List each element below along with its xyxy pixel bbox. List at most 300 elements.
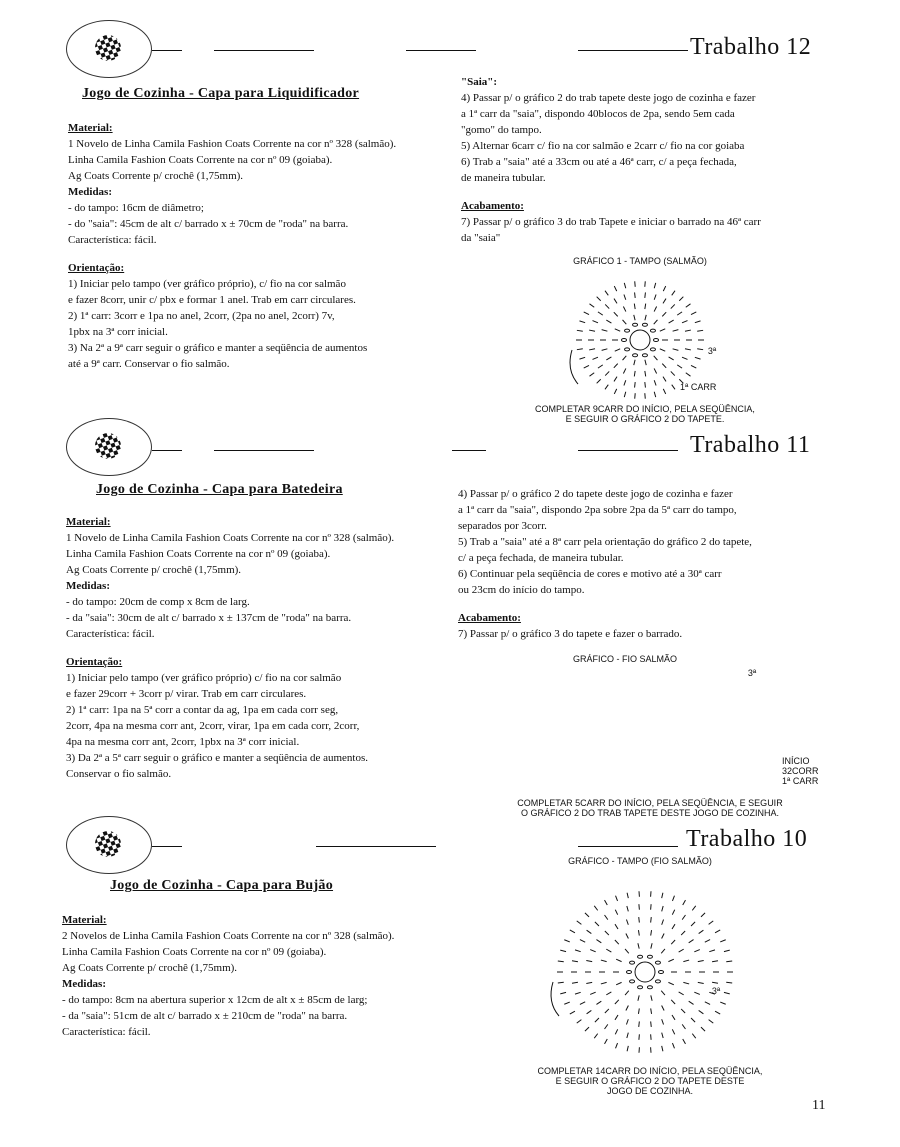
stitch-mark bbox=[662, 1019, 664, 1024]
chain-stitch bbox=[622, 339, 627, 342]
stitch-mark bbox=[662, 1005, 664, 1010]
stitch-mark bbox=[699, 930, 704, 933]
stitch-mark bbox=[709, 950, 715, 952]
stitch-mark bbox=[597, 297, 601, 301]
stitch-mark bbox=[682, 1024, 685, 1029]
text-line: Linha Camila Fashion Coats Corrente na cor nº 09 (goiaba). bbox=[62, 946, 327, 958]
stitch-mark bbox=[623, 307, 625, 312]
chain-stitch bbox=[625, 348, 630, 351]
stitch-mark bbox=[624, 380, 626, 385]
chart-row-label: 3ª bbox=[711, 986, 721, 996]
stitch-mark bbox=[682, 321, 687, 323]
stitch-mark bbox=[625, 949, 629, 953]
stitch-mark bbox=[615, 1015, 618, 1020]
chart-title: GRÁFICO - FIO SALMÃO bbox=[572, 654, 677, 664]
text-line: 5) Alternar 6carr c/ fio na cor salmão e 2carr c/ fio na cor goiaba bbox=[461, 140, 745, 152]
stitch-mark bbox=[577, 349, 583, 350]
text-line: - do "saia": 45cm de alt c/ barrado x ± 70cm de "roda" na barra. bbox=[68, 218, 349, 230]
stitch-mark bbox=[651, 1008, 652, 1013]
stitch-mark bbox=[683, 960, 689, 962]
text-line: 5) Trab a "saia" até a 8ª carr pela orientação do gráfico 2 do tapete, bbox=[458, 536, 752, 548]
stitch-mark bbox=[595, 1018, 599, 1022]
left-column-text bbox=[68, 120, 438, 372]
subheading: Medidas: bbox=[66, 580, 110, 592]
stitch-mark bbox=[698, 961, 704, 962]
stitch-mark bbox=[627, 1046, 628, 1051]
stitch-mark bbox=[654, 283, 655, 288]
stitch-mark bbox=[691, 365, 696, 368]
text-line: 1 Novelo de Linha Camila Fashion Coats Corrente na cor nº 328 (salmão). bbox=[68, 138, 397, 150]
stitch-mark bbox=[671, 304, 675, 308]
text-line: 7) Passar p/ o gráfico 3 do trab Tapete e iniciar o barrado na 46ª carr bbox=[461, 216, 761, 228]
subheading: Orientação: bbox=[66, 656, 123, 668]
stitch-mark bbox=[662, 920, 664, 925]
stitch-mark bbox=[572, 982, 578, 983]
stitch-mark bbox=[672, 910, 674, 915]
stitch-mark bbox=[564, 1002, 570, 1004]
stitch-mark bbox=[624, 283, 625, 288]
stitch-mark bbox=[615, 1029, 617, 1034]
chart-title: GRÁFICO 1 - TAMPO (SALMÃO) bbox=[573, 256, 707, 266]
text-line: 2corr, 4pa na mesma corr ant, 2corr, virar, 1pa em cada corr, 2corr, bbox=[66, 720, 360, 732]
stitch-mark bbox=[673, 330, 679, 332]
stitch-mark bbox=[661, 991, 665, 995]
center-ring bbox=[635, 962, 655, 982]
stitch-mark bbox=[662, 312, 666, 316]
stitch-mark bbox=[638, 930, 639, 935]
stitch-mark bbox=[651, 1021, 652, 1026]
stitch-mark bbox=[654, 307, 656, 312]
header-rule bbox=[406, 50, 476, 51]
stitch-mark bbox=[672, 291, 675, 296]
stitch-mark bbox=[709, 1020, 714, 1023]
stitch-mark bbox=[672, 385, 675, 390]
stitch-mark bbox=[673, 349, 679, 351]
stitch-mark bbox=[602, 349, 608, 351]
stitch-mark bbox=[614, 299, 617, 304]
caption-line: E SEGUIR O GRÁFICO 2 DO TAPETE DESTE bbox=[555, 1076, 745, 1086]
stitch-mark bbox=[709, 921, 714, 924]
stitch-mark bbox=[615, 329, 620, 331]
chart-start-label bbox=[782, 756, 828, 786]
stitch-mark bbox=[594, 906, 597, 911]
stitch-mark bbox=[605, 385, 608, 390]
stitch-mark bbox=[691, 922, 695, 926]
stitch-mark bbox=[679, 949, 684, 952]
stitch-mark bbox=[726, 961, 732, 962]
text-line: 1) Iniciar pelo tampo (ver gráfico próprio) c/ fio na cor salmão bbox=[66, 672, 342, 684]
stitch-mark bbox=[668, 982, 673, 984]
stitch-mark bbox=[671, 940, 675, 944]
stitch-mark bbox=[626, 1019, 628, 1024]
text-line: 2 Novelos de Linha Camila Fashion Coats Corrente na cor nº 328 (salmão). bbox=[62, 930, 395, 942]
text-line: a 1ª carr da "saia", dispondo 40blocos de 2pa, sendo 5em cada bbox=[461, 108, 735, 120]
stitch-mark bbox=[577, 330, 583, 331]
stitch-mark bbox=[712, 982, 718, 983]
stitch-mark bbox=[689, 1001, 694, 1004]
stitch-mark bbox=[597, 379, 601, 383]
stitch-mark bbox=[605, 304, 609, 308]
stitch-mark bbox=[614, 286, 616, 291]
stitch-mark bbox=[589, 330, 595, 331]
text-line: 1 Novelo de Linha Camila Fashion Coats Corrente na cor nº 328 (salmão). bbox=[66, 532, 395, 544]
stitch-mark bbox=[605, 915, 608, 920]
stitch-mark bbox=[654, 320, 658, 324]
text-line: até a 9ª carr. Conservar o fio salmão. bbox=[68, 358, 230, 370]
stitch-mark bbox=[645, 292, 646, 297]
stitch-mark bbox=[701, 913, 705, 917]
stitch-mark bbox=[615, 940, 619, 944]
chain-stitch bbox=[633, 354, 638, 357]
text-line: 2) 1ª carr: 1pa na 5ª corr a contar da ag, 1pa em cada corr seg, bbox=[66, 704, 339, 716]
chain-stitch bbox=[650, 329, 655, 332]
chain-stitch bbox=[654, 339, 659, 342]
header-rule bbox=[152, 450, 182, 451]
text-line: 4pa na mesma corr ant, 2corr, 1pbx na 3ª corr inicial. bbox=[66, 736, 300, 748]
text-line: Linha Camila Fashion Coats Corrente na cor nº 09 (goiaba). bbox=[66, 548, 331, 560]
direction-arrow bbox=[570, 350, 578, 384]
stitch-mark bbox=[654, 295, 656, 300]
stitch-mark bbox=[639, 917, 640, 922]
stitch-mark bbox=[681, 931, 685, 935]
stitch-mark bbox=[586, 961, 592, 962]
stitch-mark bbox=[662, 1046, 663, 1051]
stitch-mark bbox=[645, 304, 646, 309]
stitch-mark bbox=[585, 1027, 589, 1031]
stitch-mark bbox=[605, 1009, 609, 1013]
text-line: a 1ª carr da "saia", dispondo 2pa sobre 2pa da 5ª carr do tampo, bbox=[458, 504, 737, 516]
stitch-mark bbox=[579, 357, 585, 359]
stitch-mark bbox=[692, 1034, 695, 1039]
stitch-mark bbox=[685, 330, 691, 331]
stitch-mark bbox=[606, 357, 611, 360]
stitch-mark bbox=[585, 913, 589, 917]
stitch-mark bbox=[695, 357, 701, 359]
left-column-text bbox=[62, 912, 442, 1040]
stitch-mark bbox=[575, 992, 581, 994]
chain-stitch bbox=[655, 961, 660, 964]
section-title: Jogo de Cozinha - Capa para Bujão bbox=[110, 878, 334, 893]
text-line: - da "saia": 30cm de alt c/ barrado x ± 137cm de "roda" na barra. bbox=[66, 612, 352, 624]
stitch-mark bbox=[616, 896, 618, 901]
header-rule bbox=[152, 50, 182, 51]
stitch-mark bbox=[560, 950, 566, 951]
stitch-mark bbox=[651, 943, 652, 948]
text-line bbox=[458, 598, 838, 610]
stitch-mark bbox=[651, 930, 652, 935]
right-column-text bbox=[461, 74, 841, 246]
stitch-mark bbox=[634, 360, 635, 365]
trabalho-heading: Trabalho 11 bbox=[690, 432, 811, 458]
stitch-mark bbox=[663, 389, 665, 394]
logo-emblem bbox=[66, 816, 152, 874]
text-line: 2) 1ª carr: 3corr e 1pa no anel, 2corr, (2pa no anel, 2corr) 7v, bbox=[68, 310, 335, 322]
stitch-mark bbox=[584, 312, 589, 315]
stitch-mark bbox=[575, 950, 581, 952]
chart-title: GRÁFICO - TAMPO (FIO SALMÃO) bbox=[568, 856, 712, 866]
direction-arrow bbox=[551, 982, 559, 1016]
header-rule bbox=[152, 846, 182, 847]
stitch-mark bbox=[663, 377, 666, 382]
text-line: Ag Coats Corrente p/ crochê (1,75mm). bbox=[62, 962, 238, 974]
stitch-mark bbox=[634, 304, 635, 309]
stitch-mark bbox=[697, 330, 703, 331]
stitch-mark bbox=[661, 949, 665, 953]
stitch-mark bbox=[663, 299, 666, 304]
text-line: 3) Na 2ª a 9ª carr seguir o gráfico e manter a seqüência de aumentos bbox=[68, 342, 368, 354]
stitch-mark bbox=[614, 364, 618, 368]
text-line: ou 23cm do início do tampo. bbox=[458, 584, 585, 596]
stitch-mark bbox=[672, 1015, 675, 1020]
stitch-mark bbox=[560, 992, 566, 993]
stitch-mark bbox=[662, 906, 663, 911]
stitch-mark bbox=[662, 1033, 663, 1038]
stitch-mark bbox=[625, 991, 629, 995]
stitch-mark bbox=[638, 995, 639, 1000]
stitch-mark bbox=[598, 365, 603, 368]
stitch-mark bbox=[634, 315, 635, 320]
text-line: "gomo" do tampo. bbox=[461, 124, 542, 136]
section-header-11 bbox=[0, 418, 900, 488]
stitch-mark bbox=[596, 1001, 601, 1004]
chain-stitch bbox=[638, 955, 643, 958]
text-line: separados por 3corr. bbox=[458, 520, 547, 532]
stitch-mark bbox=[660, 329, 665, 331]
stitch-mark bbox=[654, 356, 658, 360]
stitch-mark bbox=[605, 931, 609, 935]
round-crochet-chart-3 bbox=[520, 866, 770, 1066]
chart-caption bbox=[500, 1066, 800, 1096]
text-line: - do tampo: 8cm na abertura superior x 12cm de alt x ± 85cm de larg; bbox=[62, 994, 368, 1006]
stitch-mark bbox=[594, 1034, 597, 1039]
header-rule bbox=[452, 450, 486, 451]
stitch-mark bbox=[645, 382, 646, 387]
stitch-mark bbox=[683, 1039, 686, 1044]
start-label-line: 1ª CARR bbox=[782, 776, 819, 786]
stitch-mark bbox=[584, 365, 589, 368]
stitch-mark bbox=[624, 295, 626, 300]
stitch-mark bbox=[701, 1027, 705, 1031]
text-line: Característica: fácil. bbox=[68, 234, 157, 246]
header-rule bbox=[214, 50, 314, 51]
stitch-mark bbox=[672, 1043, 674, 1048]
stitch-mark bbox=[623, 356, 627, 360]
stitch-mark bbox=[705, 940, 710, 943]
start-label-line: 32CORR bbox=[782, 766, 819, 776]
stitch-mark bbox=[587, 930, 592, 933]
stitch-mark bbox=[605, 291, 608, 296]
stitch-mark bbox=[686, 304, 691, 307]
stitch-mark bbox=[699, 1010, 704, 1013]
stitch-mark bbox=[654, 368, 656, 373]
stitch-mark bbox=[672, 1029, 674, 1034]
oval-crochet-chart-2 bbox=[454, 664, 790, 814]
stitch-mark bbox=[605, 1039, 608, 1044]
stitch-mark bbox=[662, 934, 664, 939]
text-line: 3) Da 2ª a 5ª carr seguir o gráfico e manter a seqüência de aumentos. bbox=[66, 752, 369, 764]
stitch-mark bbox=[663, 286, 665, 291]
stitch-mark bbox=[601, 982, 607, 984]
stitch-mark bbox=[627, 1033, 628, 1038]
stitch-mark bbox=[626, 1005, 628, 1010]
subheading: Material: bbox=[68, 122, 113, 134]
stitch-mark bbox=[694, 992, 699, 994]
chain-stitch bbox=[633, 323, 638, 326]
stitch-mark bbox=[654, 380, 656, 385]
caption-line: JOGO DE COZINHA. bbox=[606, 1086, 693, 1096]
stitch-mark bbox=[580, 940, 585, 943]
stitch-mark bbox=[579, 321, 585, 323]
stitch-mark bbox=[639, 1021, 640, 1026]
stitch-mark bbox=[605, 1024, 608, 1029]
stitch-mark bbox=[572, 961, 578, 962]
text-line: 4) Passar p/ o gráfico 2 do tapete deste jogo de cozinha e fazer bbox=[458, 488, 733, 500]
chain-stitch bbox=[625, 329, 630, 332]
text-line: - do tampo: 16cm de diâmetro; bbox=[68, 202, 204, 214]
chain-stitch bbox=[659, 971, 664, 974]
chain-stitch bbox=[630, 961, 635, 964]
stitch-mark bbox=[645, 315, 646, 320]
stitch-mark bbox=[695, 321, 701, 323]
subheading: Medidas: bbox=[68, 186, 112, 198]
stitch-mark bbox=[598, 312, 603, 315]
checkered-icon bbox=[91, 429, 124, 462]
trabalho-heading: Trabalho 10 bbox=[686, 826, 808, 852]
text-line: 1pbx na 3ª corr inicial. bbox=[68, 326, 168, 338]
text-line bbox=[68, 248, 438, 260]
stitch-mark bbox=[715, 930, 720, 933]
text-line: Característica: fácil. bbox=[62, 1026, 151, 1038]
stitch-mark bbox=[698, 982, 704, 983]
stitch-mark bbox=[669, 357, 674, 360]
stitch-mark bbox=[691, 312, 696, 315]
subheading: Acabamento: bbox=[461, 200, 524, 212]
stitch-mark bbox=[558, 961, 564, 962]
stitch-mark bbox=[705, 1002, 710, 1005]
stitch-mark bbox=[679, 297, 683, 301]
caption-line: O GRÁFICO 2 DO TRAB TAPETE DESTE JOGO DE COZINHA. bbox=[520, 808, 780, 818]
stitch-mark bbox=[671, 1000, 675, 1004]
stitch-mark bbox=[615, 910, 617, 915]
stitch-mark bbox=[614, 377, 617, 382]
text-line bbox=[66, 642, 446, 654]
stitch-mark bbox=[679, 992, 684, 995]
right-column-text bbox=[458, 486, 838, 642]
stitch-mark bbox=[605, 900, 608, 905]
stitch-mark bbox=[564, 940, 570, 942]
text-line: Ag Coats Corrente p/ crochê (1,75mm). bbox=[66, 564, 242, 576]
caption-line: COMPLETAR 14CARR DO INÍCIO, PELA SEQÜÊNCIA, bbox=[537, 1066, 763, 1076]
stitch-mark bbox=[672, 924, 675, 929]
chart-side-label: 1ª CARR bbox=[680, 382, 717, 392]
text-line: 4) Passar p/ o gráfico 2 do trab tapete deste jogo de cozinha e fazer bbox=[461, 92, 756, 104]
stitch-mark bbox=[590, 950, 595, 952]
stitch-mark bbox=[691, 1018, 695, 1022]
chain-stitch bbox=[647, 986, 652, 989]
header-rule bbox=[578, 50, 688, 51]
stitch-mark bbox=[601, 960, 607, 962]
stitch-mark bbox=[626, 934, 628, 939]
stitch-mark bbox=[614, 312, 618, 316]
subheading: Orientação: bbox=[68, 262, 125, 274]
stitch-mark bbox=[587, 1010, 592, 1013]
stitch-mark bbox=[615, 924, 618, 929]
stitch-mark bbox=[671, 371, 675, 375]
stitch-mark bbox=[638, 943, 639, 948]
stitch-mark bbox=[627, 893, 628, 898]
checkered-icon bbox=[91, 827, 124, 860]
trabalho-heading: Trabalho 12 bbox=[690, 34, 812, 60]
stitch-mark bbox=[651, 917, 652, 922]
stitch-mark bbox=[615, 1000, 619, 1004]
chain-stitch bbox=[642, 323, 647, 326]
stitch-mark bbox=[615, 349, 620, 351]
chart-caption bbox=[480, 798, 820, 818]
stitch-mark bbox=[683, 900, 686, 905]
stitch-mark bbox=[672, 896, 674, 901]
stitch-mark bbox=[681, 1009, 685, 1013]
stitch-mark bbox=[624, 392, 625, 397]
chain-stitch bbox=[638, 986, 643, 989]
start-label-line: INÍCIO bbox=[782, 756, 810, 766]
stitch-mark bbox=[720, 940, 726, 942]
header-rule bbox=[578, 450, 678, 451]
left-column-text bbox=[66, 514, 446, 782]
stitch-mark bbox=[654, 392, 655, 397]
text-line: - do tampo: 20cm de comp x 8cm de larg. bbox=[66, 596, 250, 608]
stitch-mark bbox=[592, 321, 597, 323]
chain-stitch bbox=[650, 348, 655, 351]
stitch-mark bbox=[623, 368, 625, 373]
stitch-mark bbox=[626, 920, 628, 925]
stitch-mark bbox=[682, 915, 685, 920]
text-line: c/ a peça fechada, de maneira tubular. bbox=[458, 552, 624, 564]
section-title: Jogo de Cozinha - Capa para Batedeira bbox=[96, 482, 343, 497]
stitch-mark bbox=[627, 906, 628, 911]
logo-emblem bbox=[66, 20, 152, 78]
stitch-mark bbox=[606, 992, 611, 995]
subheading: Material: bbox=[62, 914, 107, 926]
caption-line: E SEGUIR O GRÁFICO 2 DO TAPETE. bbox=[565, 414, 725, 424]
text-line: e fazer 29corr + 3corr p/ virar. Trab em carr circulares. bbox=[66, 688, 307, 700]
stitch-mark bbox=[662, 364, 666, 368]
stitch-mark bbox=[662, 893, 663, 898]
text-line: Característica: fácil. bbox=[66, 628, 155, 640]
stitch-mark bbox=[692, 906, 695, 911]
stitch-mark bbox=[685, 349, 691, 350]
text-line: Ag Coats Corrente p/ crochê (1,75mm). bbox=[68, 170, 244, 182]
stitch-mark bbox=[616, 959, 621, 961]
text-line: - da "saia": 51cm de alt c/ barrado x ± 210cm de "roda" na barra. bbox=[62, 1010, 348, 1022]
stitch-mark bbox=[586, 982, 592, 983]
chain-stitch bbox=[627, 971, 632, 974]
stitch-mark bbox=[606, 320, 611, 323]
chart-row-label: 3ª bbox=[707, 346, 717, 356]
stitch-mark bbox=[580, 1002, 585, 1005]
stitch-mark bbox=[577, 1020, 582, 1023]
header-rule bbox=[316, 846, 436, 847]
header-rule bbox=[578, 846, 678, 847]
text-line: de maneira tubular. bbox=[461, 172, 546, 184]
stitch-mark bbox=[683, 982, 689, 984]
stitch-mark bbox=[645, 360, 646, 365]
stitch-mark bbox=[677, 365, 682, 368]
stitch-mark bbox=[686, 373, 691, 376]
stitch-mark bbox=[616, 1043, 618, 1048]
text-line: e fazer 8corr, unir c/ pbx e formar 1 anel. Trab em carr circulares. bbox=[68, 294, 356, 306]
stitch-mark bbox=[577, 921, 582, 924]
subheading: Acabamento: bbox=[458, 612, 521, 624]
